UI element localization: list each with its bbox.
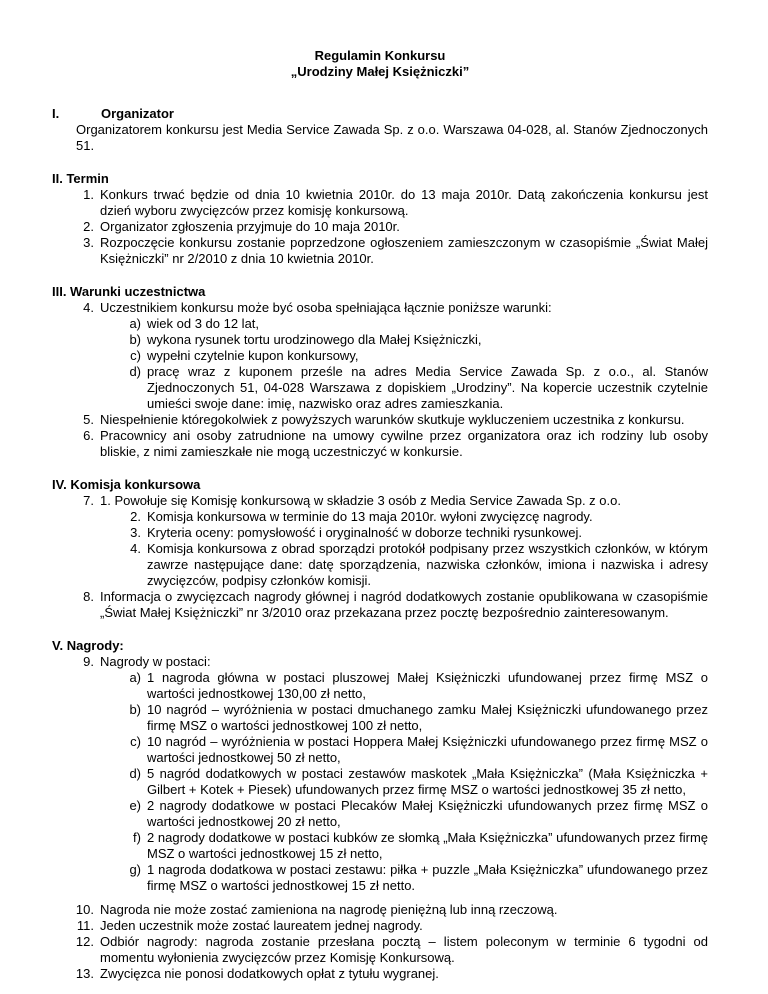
sub-item-number: 4. bbox=[130, 541, 141, 556]
sub-item bbox=[52, 541, 708, 589]
list-item bbox=[52, 428, 708, 460]
sub-item-number: 3. bbox=[130, 525, 141, 540]
sub-item-text: 10 nagród – wyróżnienia w postaci Hoppera Małej Księżniczki ufundowanego przez firmę MSZ o wartości jednostkowej 50 zł netto, bbox=[147, 734, 708, 765]
item-text: Jeden uczestnik może zostać laureatem jednej nagrody. bbox=[100, 918, 423, 933]
item-number: 13. bbox=[75, 966, 94, 981]
list-item bbox=[52, 187, 708, 219]
sub-item-text: wypełni czytelnie kupon konkursowy, bbox=[147, 348, 359, 363]
spacer bbox=[52, 894, 708, 902]
sub-item-letter: d) bbox=[129, 766, 141, 781]
section-title: Organizator bbox=[101, 106, 174, 121]
list-item bbox=[52, 918, 708, 934]
item-text: Niespełnienie któregokolwiek z powyższych warunków skutkuje wykluczeniem uczestnika z konkursu. bbox=[100, 412, 685, 427]
sub-item-text: wykona rysunek tortu urodzinowego dla Małej Księżniczki, bbox=[147, 332, 482, 347]
list-item bbox=[52, 235, 708, 267]
section-paragraph: Organizatorem konkursu jest Media Service Zawada Sp. z o.o. Warszawa 04-028, al. Stanów Zjednoczonych 51. bbox=[76, 122, 708, 153]
sub-item-letter: f) bbox=[133, 830, 141, 845]
sub-item-text: pracę wraz z kuponem prześle na adres Media Service Zawada Sp. z o.o., al. Stanów Zjednoczonych 51, 04-028 Warszawa z dopiskiem „Urodziny”. Na kopercie uczestnik czytelnie umieści swoje dane: imię, nazwisko oraz adres zamieszkania. bbox=[147, 364, 708, 411]
section-warunki bbox=[52, 284, 708, 460]
sub-item-letter: e) bbox=[129, 798, 141, 813]
item-number: 12. bbox=[75, 934, 94, 949]
sub-item bbox=[52, 509, 708, 525]
sub-item-text: Komisja konkursowa z obrad sporządzi protokół podpisany przez wszystkich członków, w którym zawrze następujące dane: datę sporządzenia, nazwiska członków, imiona i nazwiska i adresy zwycięzców, podpisy członków komisji. bbox=[147, 541, 708, 588]
section-nagrody bbox=[52, 638, 708, 982]
list-item bbox=[52, 589, 708, 621]
section-heading: III. Warunki uczestnictwa bbox=[52, 284, 206, 299]
sub-item-text: Kryteria oceny: pomysłowość i oryginalność w doborze techniki rysunkowej. bbox=[147, 525, 582, 540]
item-text: Uczestnikiem konkursu może być osoba spełniająca łącznie poniższe warunki: bbox=[100, 300, 552, 315]
sub-item bbox=[52, 525, 708, 541]
document-subtitle: „Urodziny Małej Księżniczki” bbox=[290, 64, 470, 79]
sub-item-letter: b) bbox=[129, 332, 141, 347]
item-number: 5. bbox=[83, 412, 94, 427]
sub-item-number: 2. bbox=[130, 509, 141, 524]
sub-item-letter: c) bbox=[130, 348, 141, 363]
item-text: Zwycięzca nie ponosi dodatkowych opłat z tytułu wygranej. bbox=[100, 966, 439, 981]
item-text: Odbiór nagrody: nagroda zostanie przesłana pocztą – listem poleconym w terminie 6 tygodni od momentu wyłonienia zwycięzców przez Komisję Konkursową. bbox=[100, 934, 708, 965]
sub-item bbox=[52, 348, 708, 364]
sub-item bbox=[52, 364, 708, 412]
item-text: Nagroda nie może zostać zamieniona na nagrodę pieniężną lub inną rzeczową. bbox=[100, 902, 558, 917]
sub-item bbox=[52, 670, 708, 702]
sub-item-letter: b) bbox=[129, 702, 141, 717]
sub-item-letter: a) bbox=[129, 316, 141, 331]
list-item bbox=[52, 902, 708, 918]
sub-item-letter: g) bbox=[129, 862, 141, 877]
section-heading: V. Nagrody: bbox=[52, 638, 124, 653]
sub-item-text: 1 nagroda główna w postaci pluszowej Małej Księżniczki ufundowanej przez firmę MSZ o wartości jednostkowej 130,00 zł netto, bbox=[147, 670, 708, 701]
item-number: 8. bbox=[83, 589, 94, 604]
list-item bbox=[52, 412, 708, 428]
sub-item bbox=[52, 316, 708, 332]
section-heading: IV. Komisja konkursowa bbox=[52, 477, 201, 492]
section-number: I. bbox=[52, 106, 60, 121]
sub-item bbox=[52, 798, 708, 830]
section-heading bbox=[52, 106, 708, 122]
sub-item-text: 2 nagrody dodatkowe w postaci kubków ze słomką „Mała Księżniczka” ufundowanych przez firmę MSZ o wartości jednostkowej 15 zł netto, bbox=[147, 830, 708, 861]
sub-item bbox=[52, 332, 708, 348]
item-number: 4. bbox=[83, 300, 94, 315]
section-organizator bbox=[52, 106, 708, 154]
sub-item bbox=[52, 830, 708, 862]
list-item bbox=[52, 493, 708, 509]
sub-item-text: 10 nagród – wyróżnienia w postaci dmuchanego zamku Małej Księżniczki ufundowanego przez firmę MSZ o wartości jednostkowej 100 zł netto, bbox=[147, 702, 708, 733]
item-number: 10. bbox=[75, 902, 94, 917]
section-komisja bbox=[52, 477, 708, 621]
list-item bbox=[52, 300, 708, 316]
document-title: Regulamin Konkursu bbox=[314, 48, 446, 63]
item-number: 1. bbox=[83, 187, 94, 202]
list-item bbox=[52, 966, 708, 982]
sub-item bbox=[52, 702, 708, 734]
list-item bbox=[52, 219, 708, 235]
item-text: Konkurs trwać będzie od dnia 10 kwietnia 2010r. do 13 maja 2010r. Datą zakończenia konkursu jest dzień wyboru zwycięzców przez komisję konkursową. bbox=[100, 187, 708, 218]
item-text: Pracownicy ani osoby zatrudnione na umowy cywilne przez organizatora oraz ich rodziny lub osoby bliskie, z nimi zamieszkałe nie mogą uczestniczyć w konkursie. bbox=[100, 428, 708, 459]
sub-item bbox=[52, 734, 708, 766]
section-heading: II. Termin bbox=[52, 171, 109, 186]
item-text: 1. Powołuje się Komisję konkursową w składzie 3 osób z Media Service Zawada Sp. z o.o. bbox=[100, 493, 621, 508]
list-item bbox=[52, 934, 708, 966]
sub-item-text: 1 nagroda dodatkowa w postaci zestawu: piłka + puzzle „Mała Księżniczka” ufundowanego przez firmę MSZ o wartości jednostkowej 15 zł netto. bbox=[147, 862, 708, 893]
item-text: Rozpoczęcie konkursu zostanie poprzedzone ogłoszeniem zamieszczonym w czasopiśmie „Świat Małej Księżniczki” nr 2/2010 z dnia 10 kwietnia 2010r. bbox=[100, 235, 708, 266]
item-number: 11. bbox=[76, 918, 94, 933]
sub-item-letter: d) bbox=[129, 364, 141, 379]
sub-item bbox=[52, 862, 708, 894]
item-text: Nagrody w postaci: bbox=[100, 654, 211, 669]
item-text: Organizator zgłoszenia przyjmuje do 10 maja 2010r. bbox=[100, 219, 400, 234]
sub-item bbox=[52, 766, 708, 798]
section-termin bbox=[52, 171, 708, 267]
sub-item-text: Komisja konkursowa w terminie do 13 maja 2010r. wyłoni zwycięzcę nagrody. bbox=[147, 509, 593, 524]
item-number: 3. bbox=[83, 235, 94, 250]
item-number: 9. bbox=[83, 654, 94, 669]
list-item bbox=[52, 654, 708, 670]
sub-item-text: 2 nagrody dodatkowe w postaci Plecaków Małej Księżniczki ufundowanych przez firmę MSZ o wartości jednostkowej 20 zł netto, bbox=[147, 798, 708, 829]
sub-item-text: wiek od 3 do 12 lat, bbox=[147, 316, 260, 331]
item-number: 6. bbox=[83, 428, 94, 443]
sub-item-text: 5 nagród dodatkowych w postaci zestawów maskotek „Mała Księżniczka” (Mała Księżniczka + Gilbert + Kotek + Piesek) ufundowanych przez firmę MSZ o wartości jednostkowej 35 zł netto, bbox=[147, 766, 708, 797]
item-number: 7. bbox=[83, 493, 94, 508]
sub-item-letter: c) bbox=[130, 734, 141, 749]
sub-item-letter: a) bbox=[129, 670, 141, 685]
item-text: Informacja o zwycięzcach nagrody głównej i nagród dodatkowych zostanie opublikowana w czasopiśmie „Świat Małej Księżniczki” nr 3/2010 oraz przekazana przez pocztę bezpośrednio zainteresowanym. bbox=[100, 589, 708, 620]
item-number: 2. bbox=[83, 219, 94, 234]
